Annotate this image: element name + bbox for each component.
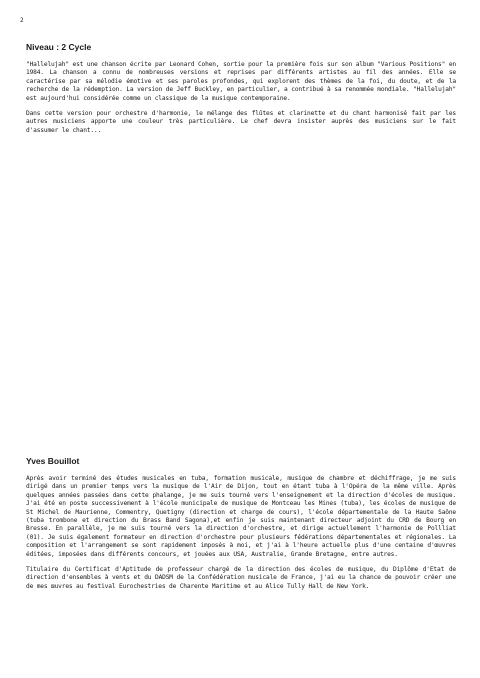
author-heading: Yves Bouillot (26, 456, 80, 466)
author-biography (26, 475, 456, 591)
level-description (26, 61, 456, 135)
biography-paragraph: Après avoir terminé des études musicales en tuba, formation musicale, musique de chambre et déchiffrage, je me suis dirigé dans un premier temps vers la musique de l'Air de Dijon, tout en étant tuba à l'Opéra de la même ville. Après quelques années passées dans cette phalange, je me suis tourné vers l'enseignement et la direction d'écoles de musique. J'ai été en poste successivement à l'école municipale de musique de Montceau les Mines (tuba), les écoles de musique de St Michel de Maurienne, Commentry, Quetigny (direction et charge de cours), l'école départementale de la Haute Saône (tuba trombone et direction du Brass Band Sagona),et enfin je suis maintenant directeur adjoint du CRD de Bourg en Bresse. En parallèle, je me suis tourné vers la direction d'orchestre, et dirige actuellement l'harmonie de Pollliat (01). Je suis également formateur en direction d'orchestre pour plusieurs fédérations départementales et régionales. La composition et l'arrangement se sont rapidement imposés à moi, et j'ai à l'heure actuelle plus d'une centaine d'œuvres éditées, imposées dans différents concours, et jouées aux USA, Australie, Grande Bretagne, entre autres. (26, 475, 456, 558)
biography-paragraph: Titulaire du Certificat d'Aptitude de professeur chargé de la direction des écoles de musique, du Diplôme d'Etat de direction d'ensembles à vents et du DADSM de la Confédération musicale de France, j'ai eu la chance de pouvoir créer une de mes œuvres au festival Eurochestries de Charente Maritime et au Alice Tully Hall de New York. (26, 566, 456, 590)
description-paragraph: "Hallelujah" est une chanson écrite par Leonard Cohen, sortie pour la première fois sur son album "Various Positions" en 1984. La chanson a connu de nombreuses versions et reprises par différents artistes au fil des années. Elle se caractérise par sa mélodie émotive et ses paroles profondes, qui explorent des thèmes de la foi, du doute, et de la recherche de la rédemption. La version de Jeff Buckley, en particulier, a contribué à sa renommée mondiale. "Hallelujah" est aujourd'hui considérée comme un classique de la musique contemporaine. (26, 61, 456, 102)
page-number: 2 (20, 17, 24, 24)
description-paragraph: Dans cette version pour orchestre d'harmonie, le mélange des flûtes et clarinette et du chant harmonisé fait par les autres musiciens apporte une couleur très particulière. Le chef devra insister auprès des musiciens sur le fait d'assumer le chant... (26, 110, 456, 134)
level-heading: Niveau : 2 Cycle (26, 42, 92, 52)
